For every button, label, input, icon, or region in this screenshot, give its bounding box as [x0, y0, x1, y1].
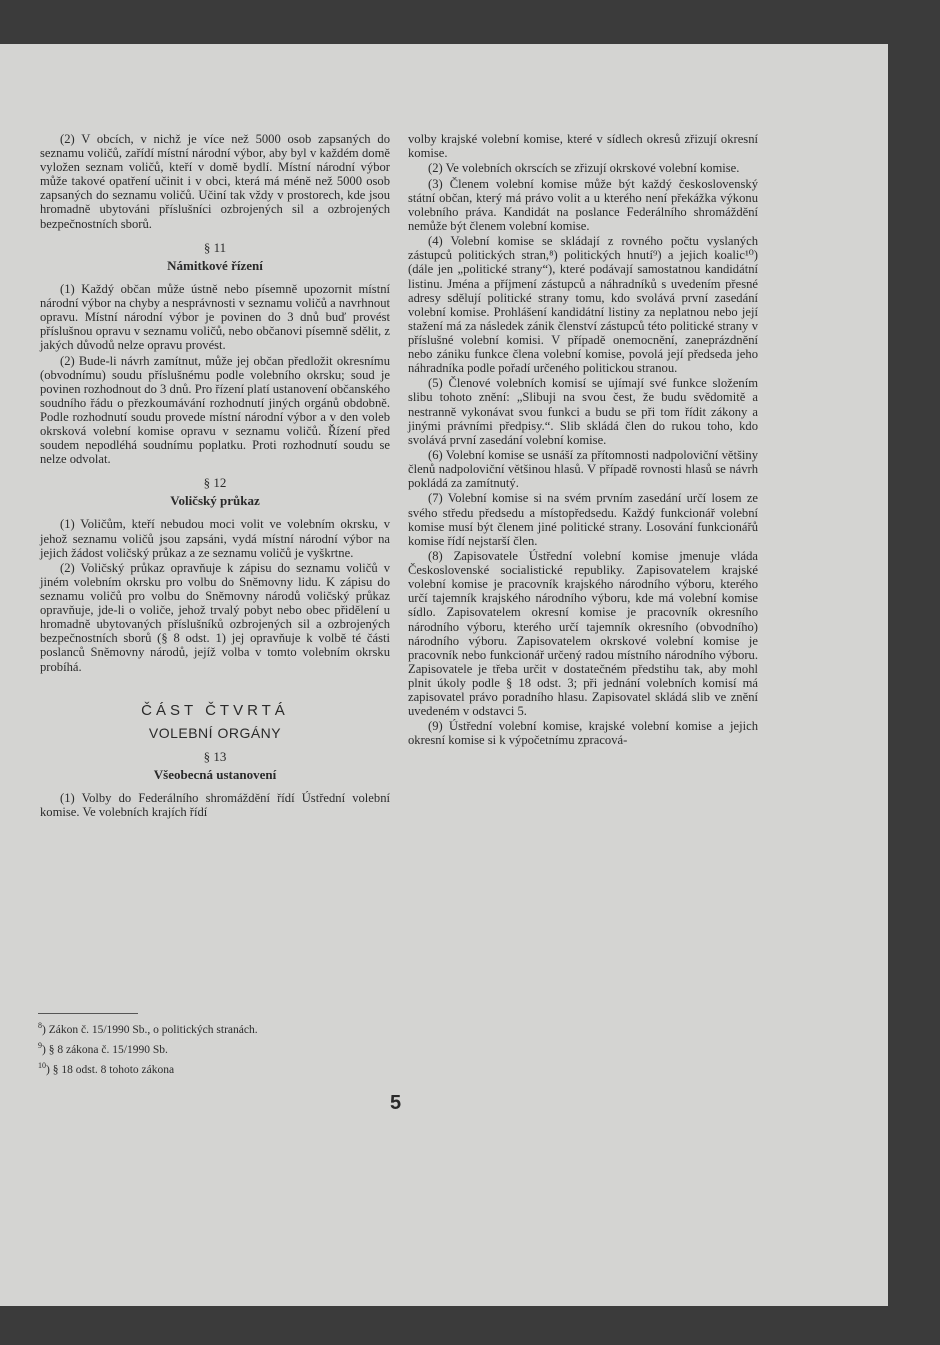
- left-column: [40, 132, 390, 820]
- paragraph: (9) Ústřední volební komise, krajské volební komise a jejich okresní komise si k výpočetnímu zpracová-: [408, 719, 758, 748]
- section-12-heading: § 12: [203, 475, 227, 491]
- paragraph: (2) Ve volebních okrscích se zřizují okrskové volební komise.: [428, 161, 740, 176]
- footnote-divider: [38, 1013, 138, 1014]
- section-13-heading: § 13: [203, 748, 227, 764]
- paragraph: (5) Členové volebních komisí se ujímají své funkce složením slibu tohoto znění: „Slibuji na svou čest, že budu svědomitě a nestranně vykonávat svou funkci a budu se při tom řídit zákony a jinými právními předpisy.“. Slib skládá člen do rukou toho, kdo svolává první zasedání volební komise.: [408, 376, 758, 447]
- paragraph: (1) Voličům, kteří nebudou moci volit ve volebním okrsku, v jehož seznamu voličů jsou zapsáni, vydá místní národní výbor na jejich žádost voličský průkaz a ze seznamu voličů je vyškrtne.: [40, 517, 390, 560]
- paragraph: (7) Volební komise si na svém prvním zasedání určí losem ze svého středu předsedu a místopředsedu. Každý funkcionář volební komise musí být členem jiné politické strany. Losování funkcionářů komise řídí nejstarší člen.: [408, 491, 758, 548]
- right-column: [408, 132, 758, 749]
- section-11-heading: § 11: [203, 239, 227, 255]
- section-12-title: Voličský průkaz: [170, 493, 260, 509]
- paragraph: (2) Bude-li návrh zamítnut, může jej občan předložit okresnímu (obvodnímu) soudu příslušnému podle volebního okrsku; soud je povinen rozhodnout do 3 dnů. Pro řízení platí ustanovení občanského soudního řádu o přezkoumávání rozhodnutí jiných orgánů obdobně. Podle rozhodnutí soudu provede místní národní výbor a v den voleb okrsková volební komise opravu v seznamu voličů. Řízení před soudem nepodléhá soudnímu poplatku. Proti rozhodnutí soudu se nelze odvolat.: [40, 353, 390, 467]
- footnotes: [38, 1018, 258, 1077]
- footnote-mark: 9: [38, 1040, 42, 1050]
- section-13-title: Všeobecná ustanovení: [153, 766, 277, 782]
- paragraph: (4) Volební komise se skládají z rovného počtu vyslaných zástupců politických stran,⁸) politických hnutí⁹) a jejich koalic¹⁰) (dále jen „politické strany“), které podávají samostatnou kandidátní listinu. Jména a příjmení zástupců a náhradníků s uvedením přesné adresy sdělují politické strany tomu, kdo svolává první zasedání volební komise. Prohlášení kandidátní listiny za neplatnou nebo její stažení má za následek zánik členství zástupců této politické strany v příslušné volební komisi. V případě onemocnění, zaneprázdnění nebo zániku funkce člena volební komise, povolá její předseda jeho náhradníka podle pořadí určeného politickou stranou.: [408, 234, 758, 376]
- footnote-9: $^9$) § 8 zákona č. 15/1990 Sb.: [38, 1040, 168, 1056]
- footnote-mark: 10: [38, 1060, 46, 1070]
- section-11-title: Námitkové řízení: [167, 257, 263, 273]
- part-subtitle: VOLEBNÍ ORGÁNY: [148, 724, 282, 741]
- footnote-8: $^8$) Zákon č. 15/1990 Sb., o politických stranách.: [38, 1021, 258, 1036]
- paragraph: (1) Volby do Federálního shromáždění řídí Ústřední volební komise. Ve volebních krajích řídí: [40, 791, 390, 820]
- paragraph: (2) V obcích, v nichž je více než 5000 osob zapsaných do seznamu voličů, zařídí místní národní výbor, aby byl v každém domě vyložen seznam voličů, kteří v domě bydlí. Místní národní výbor může takové opatření učinit i v obci, která má méně než 5000 osob zapsaných do seznamu voličů. Učiní tak vždy v prostorech, kde jsou hromadně ubytováni příslušníci ozbrojených sil a ozbrojených bezpečnostních sborů.: [40, 132, 390, 231]
- document-page: [0, 44, 888, 1306]
- footnote-text: § 8 zákona č. 15/1990 Sb.: [48, 1043, 168, 1056]
- paragraph: (3) Členem volební komise může být každý československý státní občan, který má právo volit a u kterého není překážka výkonu volebního práva. Kandidát na poslance Federálního shromáždění nemůže být členem volební komise.: [408, 176, 758, 233]
- paragraph: volby krajské volební komise, které v sídlech okresů zřizují okresní komise.: [408, 132, 758, 161]
- paragraph: (2) Voličský průkaz opravňuje k zápisu do seznamu voličů v jiném volebním okrsku pro volbu do Sněmovny lidu. K zápisu do seznamu voličů pro volbu do Sněmovny národů voličský průkaz opravňuje, jde-li o voliče, jehož trvalý pobyt nebo obec přidělení u hromadně ubytovaných příslušníků ozbrojených sil a ozbrojených bezpečnostních sborů (§ 8 odst. 1) jej opravňuje k volbě té části poslanců Sněmovny národů, jejíž volba v tomto volebním okrsku probíhá.: [40, 560, 390, 674]
- paragraph: (8) Zapisovatele Ústřední volební komise jmenuje vláda Československé socialistické republiky. Zapisovatelem krajské volební komise je pracovník krajského národního výboru, kterého určí tajemník krajského národního výboru, kde má volební komise sídlo. Zapisovatelem okresní komise je pracovník okresního národního výboru, kterého určí tajemník okresního (obvodního) národního výboru. Zapisovatelem okrskové volební komise je pracovník nebo funkcionář určený radou místního národního výboru. Zapisovatele je třeba určit v dostatečném předstihu tak, aby mohl plnit úkoly podle § 18 odst. 3; při jednání volebních komisí má zapisovatel právo poradního hlasu. Zapisovatel skládá slib ve znění uvedeném v odstavci 5.: [408, 549, 758, 719]
- paragraph: (6) Volební komise se usnáší za přítomnosti nadpoloviční většiny členů nadpoloviční většinou hlasů. V případě rovnosti hlasů se návrh pokládá za zamítnutý.: [408, 448, 758, 491]
- footnote-mark: 8: [38, 1021, 42, 1030]
- page-number: 5: [390, 1092, 402, 1114]
- paragraph: (1) Každý občan může ústně nebo písemně upozornit místní národní výbor na chyby a nesprávnosti v seznamu voličů a navrhnout opravu. Místní národní výbor je povinen do 3 dnů buď provést příslušnou opravu v seznamu voličů, nebo občanovi písemně sdělit, z jakých důvodů nelze opravu provést.: [40, 281, 390, 353]
- part-title: ČÁST ČTVRTÁ: [141, 701, 289, 719]
- footnote-10: $^{10}$) § 18 odst. 8 tohoto zákona: [38, 1060, 175, 1076]
- footnote-text: § 18 odst. 8 tohoto zákona: [52, 1063, 175, 1076]
- footnote-text: Zákon č. 15/1990 Sb., o politických stranách.: [48, 1023, 258, 1036]
